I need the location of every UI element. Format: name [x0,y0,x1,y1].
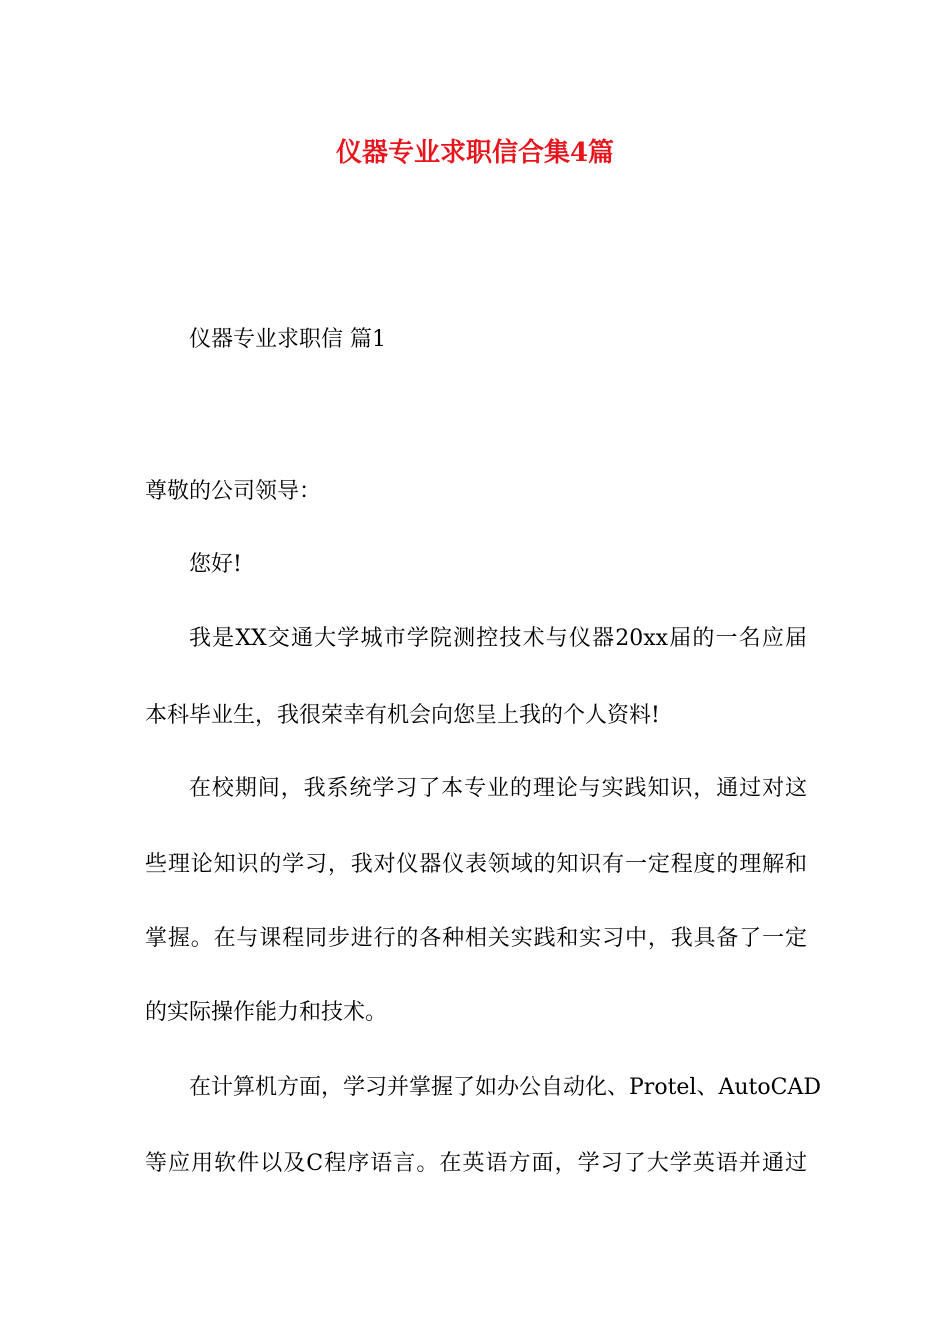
paragraph-line: 些理论知识的学习，我对仪器仪表领域的知识有一定程度的理解和 [145,852,807,877]
paragraph-line: 本科毕业生，我很荣幸有机会向您呈上我的个人资料! [145,703,660,728]
salutation-line: 尊敬的公司领导： [145,479,322,504]
document-title: 仪器专业求职信合集4篇 [335,138,615,168]
section-heading: 仪器专业求职信 篇1 [189,327,386,352]
paragraph-line: 我是XX交通大学城市学院测控技术与仪器20xx届的一名应届 [189,626,807,651]
paragraph-line: 在计算机方面，学习并掌握了如办公自动化、Protel、AutoCAD [189,1075,821,1100]
paragraph-line: 掌握。在与课程同步进行的各种相关实践和实习中，我具备了一定 [145,926,807,951]
paragraph-line: 等应用软件以及C程序语言。在英语方面，学习了大学英语并通过 [145,1151,807,1176]
greeting-line: 您好! [189,552,242,577]
paragraph-line: 的实际操作能力和技术。 [145,1000,388,1025]
paragraph-line: 在校期间，我系统学习了本专业的理论与实践知识，通过对这 [189,776,807,801]
